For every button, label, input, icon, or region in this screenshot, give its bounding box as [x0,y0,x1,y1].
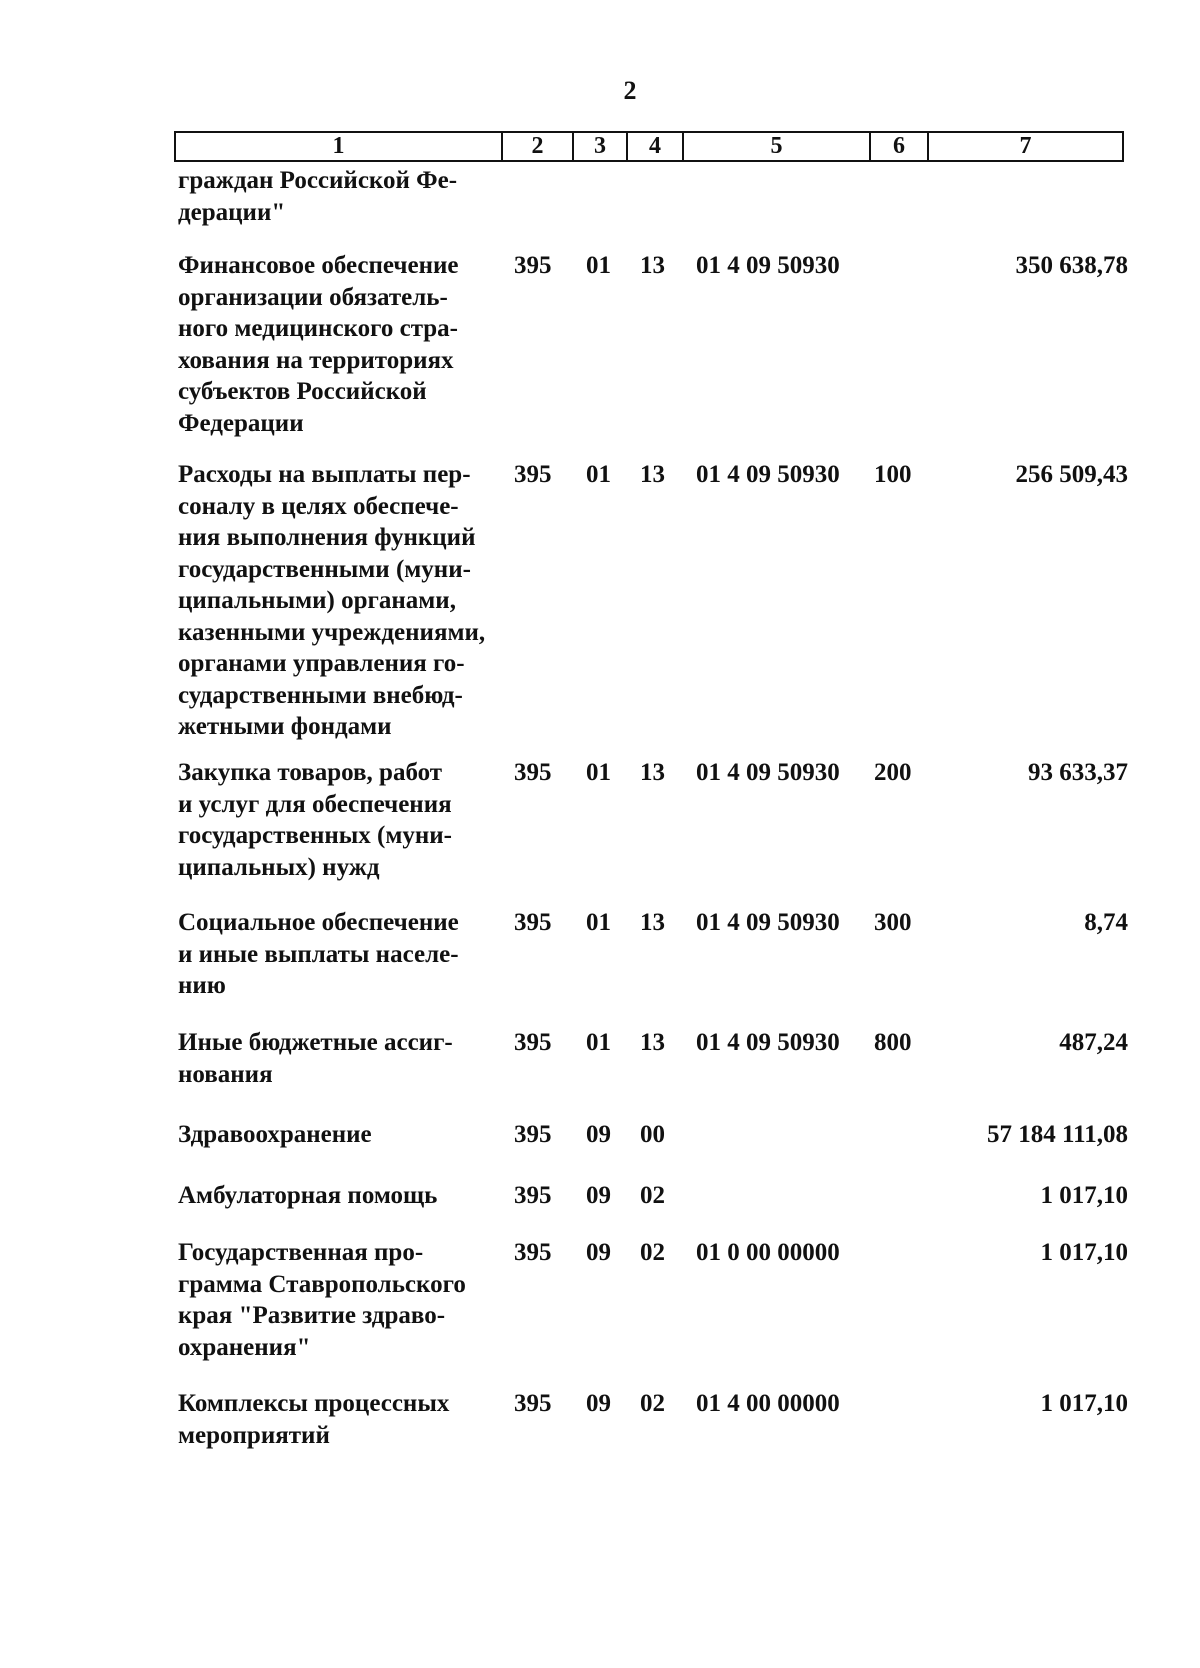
row-name [178,1180,488,1212]
cell-col-3: 09 [586,1121,611,1148]
header-col-2: 2 [503,133,574,160]
cell-col-7: 487,24 [1059,1029,1128,1056]
page-number: 2 [623,76,637,105]
row-name-line: Расходы на выплаты пер- [178,461,471,488]
cell-col-2: 395 [514,909,552,936]
row-name-line: субъектов Российской [178,378,427,405]
row-name-line: соналу в целях обеспече- [178,492,459,520]
row-name-line: граждан Российской Фе- [178,167,458,194]
cell-col-3: 09 [586,1239,611,1266]
cell-col-2: 395 [514,759,552,786]
cell-col-6: 100 [874,461,912,488]
cell-col-3: 01 [586,759,611,786]
cell-col-6: 200 [874,759,912,786]
row-name-line: Комплексы процессных [178,1390,450,1417]
header-col-1: 1 [176,133,503,160]
row-name-line: Здравоохранение [178,1121,372,1148]
row-name-line: Амбулаторная помощь [178,1182,438,1209]
row-name [178,757,488,883]
cell-col-2: 395 [514,1239,552,1266]
cell-col-5: 01 4 09 50930 [696,461,840,488]
header-col-7: 7 [1019,133,1032,159]
row-name-line: ного медицинского стра- [178,315,459,342]
row-name-line: сударственными внебюд- [178,681,463,709]
row-name [178,1027,488,1090]
row-name-line: охранения" [178,1333,311,1361]
cell-col-6: 800 [874,1029,912,1056]
row-name [178,1119,488,1151]
cell-col-4: 13 [640,759,665,786]
cell-col-2: 395 [514,1029,552,1056]
row-name [178,165,488,228]
table-header [174,131,1124,162]
header-col-3: 3 [574,133,628,160]
row-name-line: края "Развитие здраво- [178,1302,446,1329]
cell-col-4: 13 [640,1029,665,1056]
row-name-line: и услуг для обеспечения [178,790,452,818]
cell-col-3: 01 [586,1029,611,1056]
row-name-line: ципальных) нужд [178,853,380,881]
cell-col-4: 02 [640,1182,665,1209]
row-name-line: казенными учреждениями, [178,618,486,646]
row-name-line: Социальное обеспечение [178,909,459,936]
cell-col-5: 01 4 09 50930 [696,252,840,279]
cell-col-3: 01 [586,909,611,936]
cell-col-4: 02 [640,1239,665,1266]
header-col-5: 5 [684,133,871,160]
cell-col-4: 00 [640,1121,665,1148]
row-name-line: дерации" [178,198,286,226]
cell-col-4: 02 [640,1390,665,1417]
row-name-line: государственными (муни- [178,555,471,583]
row-name [178,907,488,1002]
cell-col-7: 256 509,43 [1015,461,1128,488]
row-name-line: нования [178,1060,273,1088]
row-name-line: нию [178,972,226,999]
cell-col-7: 93 633,37 [1028,759,1128,786]
cell-col-5: 01 4 00 00000 [696,1390,840,1417]
cell-col-6: 300 [874,909,912,936]
cell-col-7: 350 638,78 [1015,252,1128,279]
cell-col-2: 395 [514,252,552,279]
row-name-line: ципальными) органами, [178,587,456,614]
row-name-line: хования на территориях [178,346,454,374]
cell-col-3: 01 [586,461,611,488]
row-name [178,1388,488,1451]
row-name-line: Иные бюджетные ассиг- [178,1029,453,1056]
cell-col-2: 395 [514,1390,552,1417]
cell-col-3: 09 [586,1390,611,1417]
row-name-line: мероприятий [178,1421,330,1449]
cell-col-2: 395 [514,461,552,488]
row-name-line: ния выполнения функций [178,524,476,551]
row-name-line: жетными фондами [178,713,392,740]
cell-col-4: 13 [640,461,665,488]
row-name-line: грамма Ставропольского [178,1270,466,1298]
cell-col-3: 09 [586,1182,611,1209]
cell-col-5: 01 4 09 50930 [696,759,840,786]
row-name-line: государственных (муни- [178,822,453,849]
cell-col-7: 8,74 [1084,909,1128,936]
cell-col-7: 1 017,10 [1040,1239,1128,1266]
row-name-line: органами управления го- [178,650,465,677]
cell-col-5: 01 0 00 00000 [696,1239,840,1266]
cell-col-7: 1 017,10 [1040,1182,1128,1209]
cell-col-5: 01 4 09 50930 [696,909,840,936]
row-name-line: и иные выплаты населе- [178,940,459,968]
row-name [178,250,488,439]
row-name-line: Федерации [178,409,304,437]
header-col-4: 4 [628,133,684,160]
cell-col-2: 395 [514,1182,552,1209]
row-name [178,1237,488,1363]
row-name-line: Закупка товаров, работ [178,759,443,786]
cell-col-7: 57 184 111,08 [987,1121,1128,1148]
cell-col-3: 01 [586,252,611,279]
row-name [178,459,488,743]
cell-col-5: 01 4 09 50930 [696,1029,840,1056]
row-name-line: Государственная про- [178,1239,424,1266]
cell-col-4: 13 [640,252,665,279]
cell-col-2: 395 [514,1121,552,1148]
cell-col-7: 1 017,10 [1040,1390,1128,1417]
row-name-line: Финансовое обеспечение [178,252,459,279]
header-col-6: 6 [871,133,929,160]
row-name-line: организации обязатель- [178,283,448,311]
cell-col-4: 13 [640,909,665,936]
